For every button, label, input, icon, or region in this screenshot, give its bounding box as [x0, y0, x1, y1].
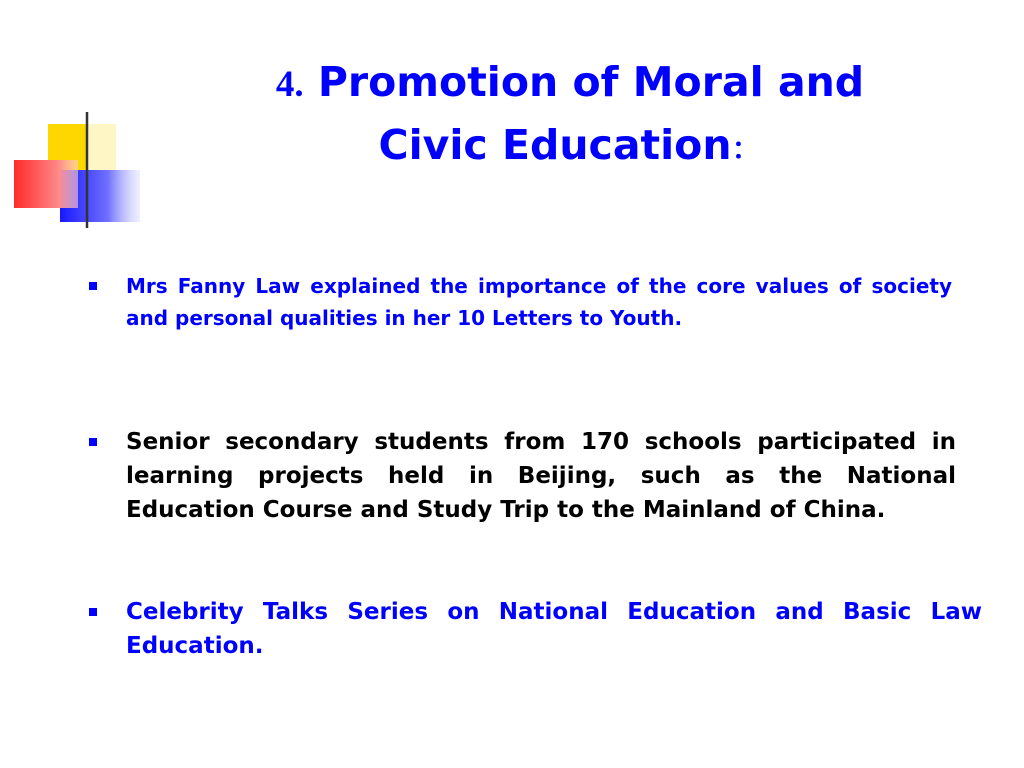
- bullet-text-2: Senior secondary students from 170 schools participated in learning projects held in Beijing, such as the National Education Course and Study Trip to the Mainland of China.: [126, 429, 956, 523]
- title-text-1: Promotion of Moral and: [317, 58, 865, 106]
- bullet-item-2: [126, 425, 956, 527]
- bullet-text-1: Mrs Fanny Law explained the importance of the core values of society and personal qualities in her 10 Letters to Youth.: [126, 274, 952, 330]
- title-colon: ：: [731, 133, 762, 166]
- square-bullet-icon: [89, 438, 97, 446]
- bullet-text-3: Celebrity Talks Series on National Education and Basic Law Education.: [126, 599, 982, 659]
- title-text-2: Civic Education: [378, 121, 732, 169]
- square-bullet-icon: [89, 608, 97, 616]
- bullet-item-1: [126, 270, 952, 334]
- bullet-item-3: [126, 595, 982, 663]
- square-bullet-icon: [89, 282, 97, 290]
- title-number: 4.: [275, 64, 304, 105]
